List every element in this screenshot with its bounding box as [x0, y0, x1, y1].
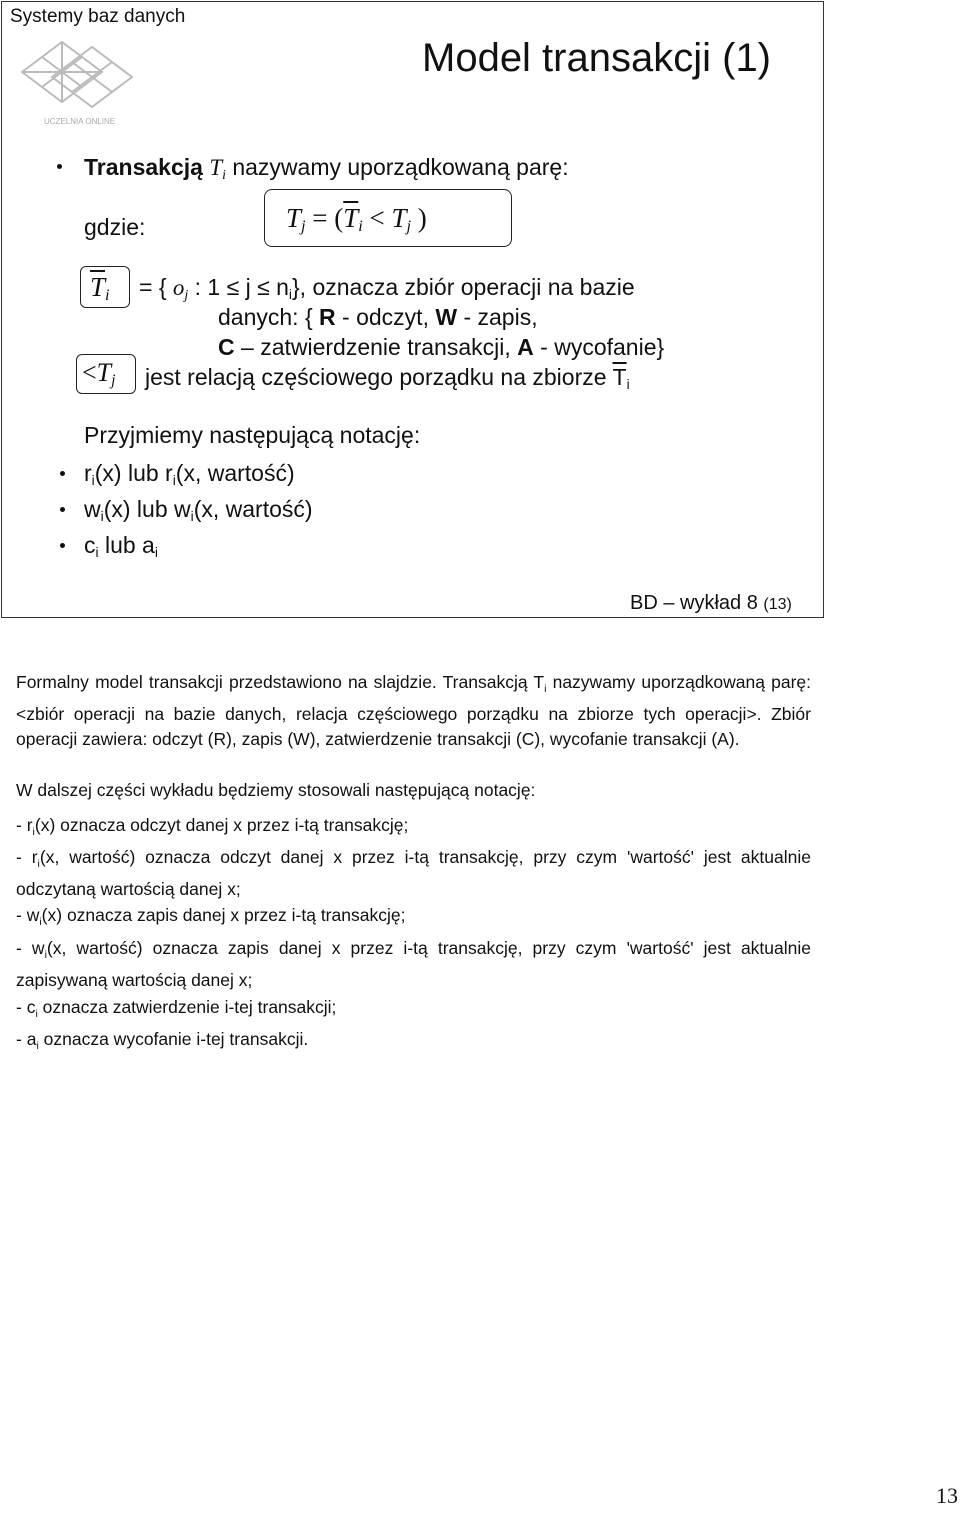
i2a: - r — [16, 847, 38, 867]
notes-p1sub: i — [544, 683, 547, 695]
formula-t2: $\overline{T}$ — [343, 203, 359, 233]
i4b: (x, wartość) oznacza zapis danej x przez i-tą transakcję, przy czym 'wartość' jest aktualnie zapisywaną wartością danej x; — [16, 938, 812, 990]
b2d: i — [190, 509, 194, 524]
i3a: - w — [16, 905, 40, 925]
notation-title: Przyjmiemy następującą notację: — [84, 422, 421, 448]
b2a: w — [84, 496, 101, 522]
b1a: r — [84, 460, 92, 486]
b2c: (x) lub w — [103, 496, 191, 522]
def-l1d: : 1 ≤ j ≤ n — [188, 274, 289, 300]
notes-item-write-value — [16, 936, 811, 993]
notation-item-read — [84, 460, 295, 488]
i4a: - w — [16, 938, 45, 958]
def-l2d: W — [435, 304, 458, 330]
i6b: oznacza wycofanie i-tej transakcji. — [38, 1029, 309, 1049]
rel-text: jest relacją częściowego porządku na zbiorze — [145, 364, 613, 390]
ti-t: $\overline{T}$ — [90, 272, 106, 302]
def-l1e: i — [288, 287, 292, 302]
gdzie-label: gdzie: — [84, 214, 146, 240]
footer-text: BD – wykład 8 — [630, 592, 764, 614]
def-l1c: j — [184, 287, 189, 302]
def-l1b: o — [172, 275, 185, 300]
def-line-1 — [139, 274, 635, 303]
intro-bold: Transakcją — [84, 154, 203, 180]
b1d: i — [172, 473, 176, 488]
rel-tsub: i — [626, 377, 630, 392]
def-l1f: }, oznacza zbiór operacji na bazie — [292, 274, 635, 300]
def-l3d: - wycofanie} — [533, 334, 665, 360]
notes-item-commit — [16, 995, 811, 1027]
i5a: - c — [16, 997, 36, 1017]
notation-item-commit-abort — [84, 532, 158, 560]
notes-item-read — [16, 813, 811, 845]
notes-item-read-value — [16, 845, 811, 902]
b1e: (x, wartość) — [175, 460, 295, 486]
notes-item-write — [16, 903, 811, 935]
def-l1a: = { — [139, 274, 173, 300]
slide-title: Model transakcji (1) — [422, 36, 772, 80]
def-l2b: R — [319, 304, 336, 330]
b3b: i — [95, 545, 99, 560]
notes-p1b: nazywamy uporządkowaną parę: <zbiór operacji na bazie danych, relacja częściowego porządku na zbiorze tych operacji>. Zbiór operacji zawiera: odczyt (R), zapis (W), zatwierdzenie transakcji (C), wycofanie transakcji (A). — [16, 672, 811, 749]
i2b: (x, wartość) oznacza odczyt danej x przez i-tą transakcję, przy czym 'wartość' jest aktualnie odczytaną wartością danej x; — [16, 847, 811, 899]
rel-t: T — [96, 358, 112, 387]
page-number: 13 — [936, 1483, 958, 1508]
notes-item-abort — [16, 1027, 811, 1059]
i4s: i — [44, 949, 47, 961]
bullet-dot — [57, 164, 62, 169]
slide-footer — [630, 592, 792, 615]
def-l2e: - zapis, — [457, 304, 538, 330]
i1b: (x) oznacza odczyt danej x przez i-tą transakcję; — [34, 815, 409, 835]
def-l3a: C — [218, 334, 235, 360]
i1s: i — [32, 826, 35, 838]
b3c: lub a — [98, 532, 155, 558]
i2s: i — [37, 858, 40, 870]
intro-symbol: T — [209, 155, 223, 180]
relation-line — [145, 364, 630, 392]
i5b: oznacza zatwierdzenie i-tej transakcji; — [37, 997, 337, 1017]
notes-paragraph-2: W dalszej części wykładu będziemy stosowali następującą notację: — [16, 780, 536, 800]
bullet-dot — [60, 471, 65, 476]
rel-sub: j — [111, 372, 116, 389]
bullet-dot — [60, 507, 65, 512]
ti-symbol — [90, 272, 110, 305]
intro-rest: nazywamy uporządkowaną parę: — [225, 154, 569, 180]
formula-sub-j2: j — [406, 217, 412, 235]
relation-symbol — [82, 358, 115, 390]
i3b: (x) oznacza zapis danej x przez i-tą transakcję; — [41, 905, 406, 925]
intro-sub: i — [222, 167, 226, 182]
formula-close: ) — [411, 203, 427, 233]
ti-sub: i — [105, 286, 110, 304]
university-logo — [12, 32, 142, 132]
notation-item-write — [84, 496, 313, 524]
b3a: c — [84, 532, 96, 558]
notes-paragraph-1 — [16, 670, 811, 752]
formula-t1: T — [286, 203, 302, 233]
formula-lt: < — [362, 203, 392, 233]
i6s: i — [36, 1040, 39, 1052]
i3s: i — [39, 916, 42, 928]
formula-eq: = ( — [305, 203, 344, 233]
b1c: (x) lub r — [94, 460, 173, 486]
notes-p1a: Formalny model transakcji przedstawiono na slajdzie. Transakcją T — [16, 672, 545, 692]
b1b: i — [91, 473, 95, 488]
def-l2c: - odczyt, — [335, 304, 436, 330]
logo-text: UCZELNIA ONLINE — [44, 117, 116, 126]
formula-sub-i: i — [358, 217, 363, 235]
def-l2a: danych: { — [218, 304, 320, 330]
course-title: Systemy baz danych — [10, 6, 186, 27]
bullet-dot — [60, 543, 65, 548]
b2b: i — [100, 509, 104, 524]
i6a: - a — [16, 1029, 37, 1049]
formula-t3: T — [391, 203, 407, 233]
transaction-formula — [286, 203, 427, 236]
def-line-2 — [218, 304, 538, 331]
i1a: - r — [16, 815, 33, 835]
i5s: i — [35, 1008, 38, 1020]
rel-lt: < — [82, 358, 97, 387]
def-l3b: – zatwierdzenie transakcji, — [234, 334, 518, 360]
intro-line — [84, 154, 569, 183]
slide — [1, 1, 824, 618]
b2e: (x, wartość) — [193, 496, 313, 522]
def-l3c: A — [517, 334, 534, 360]
footer-slide-number: (13) — [763, 596, 792, 613]
def-line-3 — [218, 334, 664, 361]
rel-tset: $\overline{T}$ — [612, 364, 627, 390]
b3d: i — [154, 545, 158, 560]
formula-sub-j1: j — [301, 217, 306, 235]
